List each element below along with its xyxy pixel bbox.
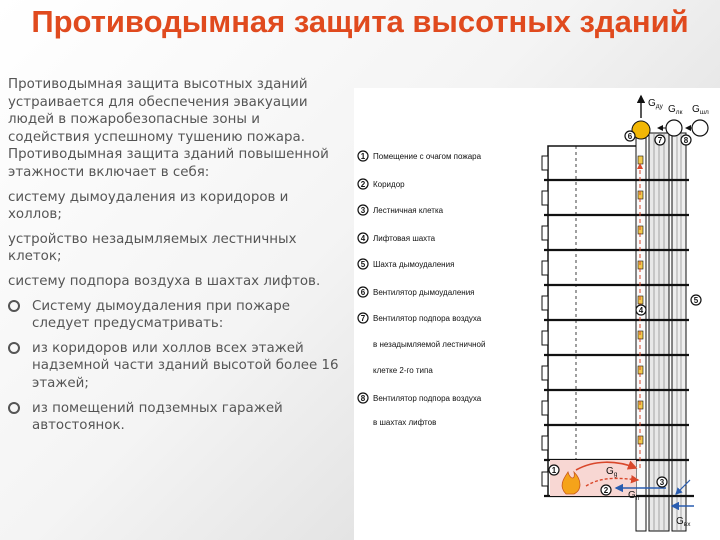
bullet-ring-icon (8, 402, 20, 414)
svg-text:Gg: $G_g$ (606, 466, 618, 478)
lift-pressurization-fan-icon (692, 120, 708, 136)
svg-text:4: 4 (638, 306, 644, 315)
legend-item-3 (358, 205, 368, 215)
item-2: устройство незадымляемых лестничных клеток; (8, 231, 297, 265)
legend-label-1: Помещение с очагом пожара (373, 152, 482, 161)
legend-item-6 (358, 287, 368, 297)
svg-text:6: 6 (360, 288, 366, 297)
svg-text:Gвх: $G_{вх}$ (676, 516, 691, 528)
svg-text:7: 7 (360, 314, 366, 323)
intro-paragraph: Противодымная защита высотных зданий устраивается для обеспечения эвакуации людей в пожаробезопасные зоны и содействия успешному тушению пожара. Противодымная защита зданий повышенной этажности включает в себя: (8, 77, 329, 180)
svg-text:Gлк: $G_{лк}$ (668, 104, 683, 116)
slide-title: Противодымная защита высотных зданий (31, 4, 689, 39)
svg-text:7: 7 (657, 136, 663, 145)
legend-label-7-cont-1: в незадымляемой лестничной (373, 340, 486, 349)
legend-label-4: Лифтовая шахта (373, 234, 436, 243)
legend-label-7: Вентилятор подпора воздуха (373, 314, 482, 323)
stair-pressurization-fan-icon (666, 120, 682, 136)
svg-text:Gду: $G_{ду}$ (648, 98, 663, 110)
svg-text:6: 6 (627, 132, 633, 141)
svg-text:2: 2 (360, 180, 366, 189)
item-3: систему подпора воздуха в шахтах лифтов. (8, 273, 321, 289)
svg-text:3: 3 (360, 206, 366, 215)
svg-text:1: 1 (551, 466, 557, 475)
legend-label-2: Коридор (373, 180, 405, 189)
svg-text:3: 3 (659, 478, 665, 487)
legend-label-5: Шахта дымоудаления (373, 260, 455, 269)
fire-room-fill (550, 460, 636, 496)
bullet-1: Систему дымоудаления при пожаре следует предусматривать: (8, 298, 343, 333)
legend-label-8: Вентилятор подпора воздуха (373, 394, 482, 403)
legend-label-6: Вентилятор дымоудаления (373, 288, 475, 297)
svg-text:1: 1 (360, 152, 366, 161)
legend-label-7-cont-2: клетке 2-го типа (373, 366, 433, 375)
svg-text:2: 2 (603, 486, 609, 495)
svg-text:5: 5 (693, 296, 699, 305)
diagram-legend (358, 151, 485, 427)
svg-text:4: 4 (360, 234, 366, 243)
svg-text:5: 5 (360, 260, 366, 269)
svg-text:8: 8 (360, 394, 366, 403)
legend-label-3: Лестничная клетка (373, 206, 444, 215)
lift-shaft (672, 133, 686, 531)
body-text (8, 76, 343, 442)
legend-label-8-cont-1: в шахтах лифтов (373, 418, 437, 427)
svg-text:8: 8 (683, 136, 689, 145)
bullet-ring-icon (8, 342, 20, 354)
legend-item-2 (358, 179, 368, 189)
legend-item-7 (358, 313, 368, 323)
legend-item-4 (358, 233, 368, 243)
legend-item-8 (358, 393, 368, 403)
svg-text:Gп: $G_п$ (628, 490, 640, 502)
legend-item-1 (358, 151, 368, 161)
bullet-3: из помещений подземных гаражей автостоянок. (8, 400, 343, 435)
legend-item-5 (358, 259, 368, 269)
item-1: систему дымоудаления из коридоров и холлов; (8, 189, 289, 223)
smoke-protection-diagram (354, 88, 720, 540)
building-section-svg (354, 88, 720, 540)
bullet-2: из коридоров или холлов всех этажей надземной части зданий высотой более 16 этажей; (8, 340, 343, 393)
svg-text:Gшл: $G_{шл}$ (692, 104, 709, 116)
bullet-ring-icon (8, 300, 20, 312)
